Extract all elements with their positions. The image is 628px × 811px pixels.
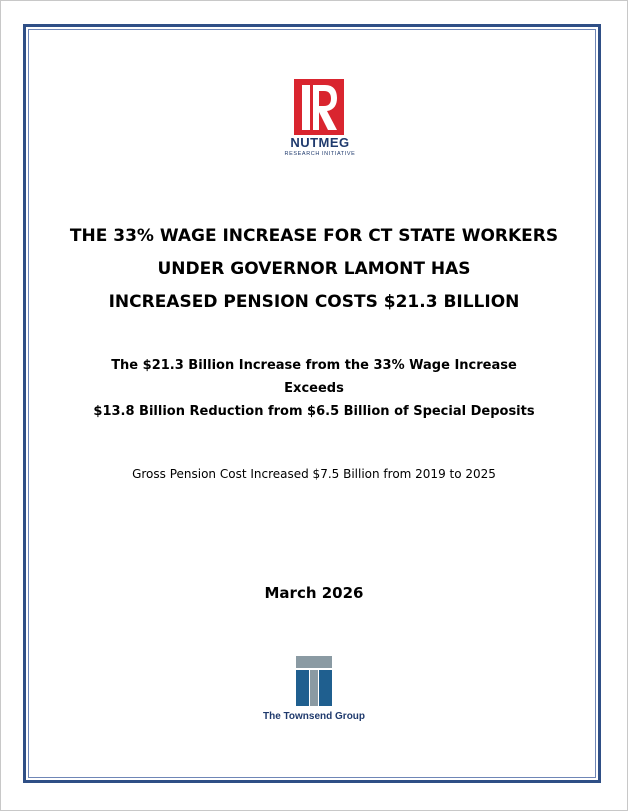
- subtitle-line: The $21.3 Billion Increase from the 33% Wage Increase: [111, 358, 517, 373]
- subtitle-line: $13.8 Billion Reduction from $6.5 Billion of Special Deposits: [93, 404, 535, 419]
- title-line: INCREASED PENSION COSTS $21.3 BILLION: [108, 292, 520, 312]
- report-date: March 2026: [264, 584, 364, 602]
- nutmeg-r-icon: [294, 79, 344, 135]
- report-note: Gross Pension Cost Increased $7.5 Billion from 2019 to 2025: [132, 467, 496, 481]
- townsend-t-icon: [296, 656, 332, 706]
- report-title: [40, 220, 588, 319]
- nutmeg-logo: [276, 79, 364, 163]
- townsend-logo-name: The Townsend Group: [262, 711, 366, 722]
- title-line: THE 33% WAGE INCREASE FOR CT STATE WORKERS: [69, 226, 559, 246]
- townsend-logo: [252, 656, 376, 726]
- nutmeg-logo-subtitle: RESEARCH INITIATIVE: [284, 151, 356, 157]
- nutmeg-logo-name: NUTMEG: [290, 135, 350, 150]
- report-subtitle: [40, 354, 588, 423]
- subtitle-line: Exceeds: [284, 381, 344, 396]
- title-line: UNDER GOVERNOR LAMONT HAS: [157, 259, 471, 279]
